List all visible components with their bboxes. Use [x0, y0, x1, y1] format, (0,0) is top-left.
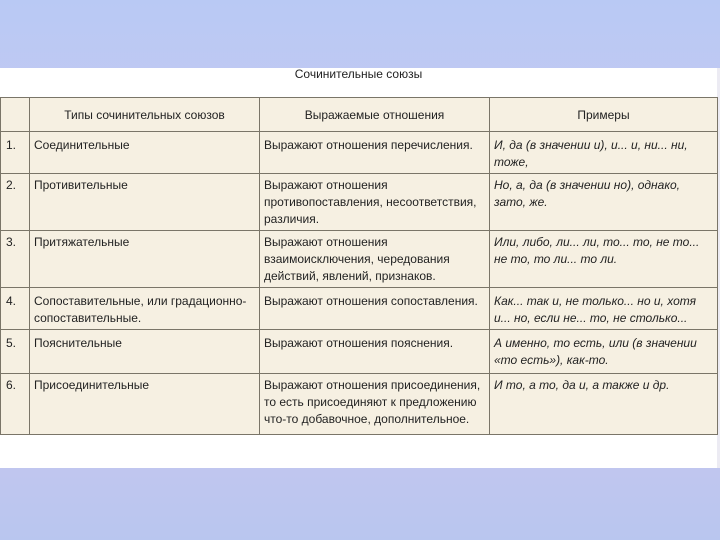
row-number: 3.: [1, 231, 30, 288]
header-type: Типы сочинительных союзов: [30, 98, 260, 132]
row-type: Противительные: [30, 174, 260, 231]
row-type: Притяжательные: [30, 231, 260, 288]
row-number: 4.: [1, 288, 30, 330]
slide: [0, 68, 720, 468]
row-relation: Выражают отношения пояснения.: [260, 330, 490, 374]
table-row: [1, 374, 718, 435]
table-row: [1, 288, 718, 330]
row-examples: И то, а то, да и, а также и др.: [490, 374, 718, 435]
header-number: [1, 98, 30, 132]
row-relation: Выражают отношения присоединения, то есть присоединяют к предложению что-то добавочное, дополнительное.: [260, 374, 490, 435]
conjunctions-table: [0, 97, 718, 435]
row-examples: Но, а, да (в значении но), однако, зато, же.: [490, 174, 718, 231]
row-examples: И, да (в значении и), и... и, ни... ни, тоже,: [490, 132, 718, 174]
row-type: Сопоставительные, или градационно-сопоставительные.: [30, 288, 260, 330]
row-relation: Выражают отношения взаимоисключения, чередования действий, явлений, признаков.: [260, 231, 490, 288]
row-number: 6.: [1, 374, 30, 435]
table-header-row: [1, 98, 718, 132]
row-relation: Выражают отношения противопоставления, несоответствия, различия.: [260, 174, 490, 231]
row-examples: А именно, то есть, или (в значении «то есть»), как-то.: [490, 330, 718, 374]
table-row: [1, 330, 718, 374]
header-relation: Выражаемые отношения: [260, 98, 490, 132]
header-examples: Примеры: [490, 98, 718, 132]
row-type: Присоединительные: [30, 374, 260, 435]
row-number: 2.: [1, 174, 30, 231]
row-number: 5.: [1, 330, 30, 374]
table-row: [1, 231, 718, 288]
row-type: Соединительные: [30, 132, 260, 174]
row-number: 1.: [1, 132, 30, 174]
row-examples: Как... так и, не только... но и, хотя и... но, если не... то, не столько...: [490, 288, 718, 330]
row-type: Пояснительные: [30, 330, 260, 374]
slide-title: Сочинительные союзы: [294, 67, 423, 81]
table-row: [1, 132, 718, 174]
row-examples: Или, либо, ли... ли, то... то, не то... не то, то ли... то ли.: [490, 231, 718, 288]
table-row: [1, 174, 718, 231]
row-relation: Выражают отношения сопоставления.: [260, 288, 490, 330]
row-relation: Выражают отношения перечисления.: [260, 132, 490, 174]
